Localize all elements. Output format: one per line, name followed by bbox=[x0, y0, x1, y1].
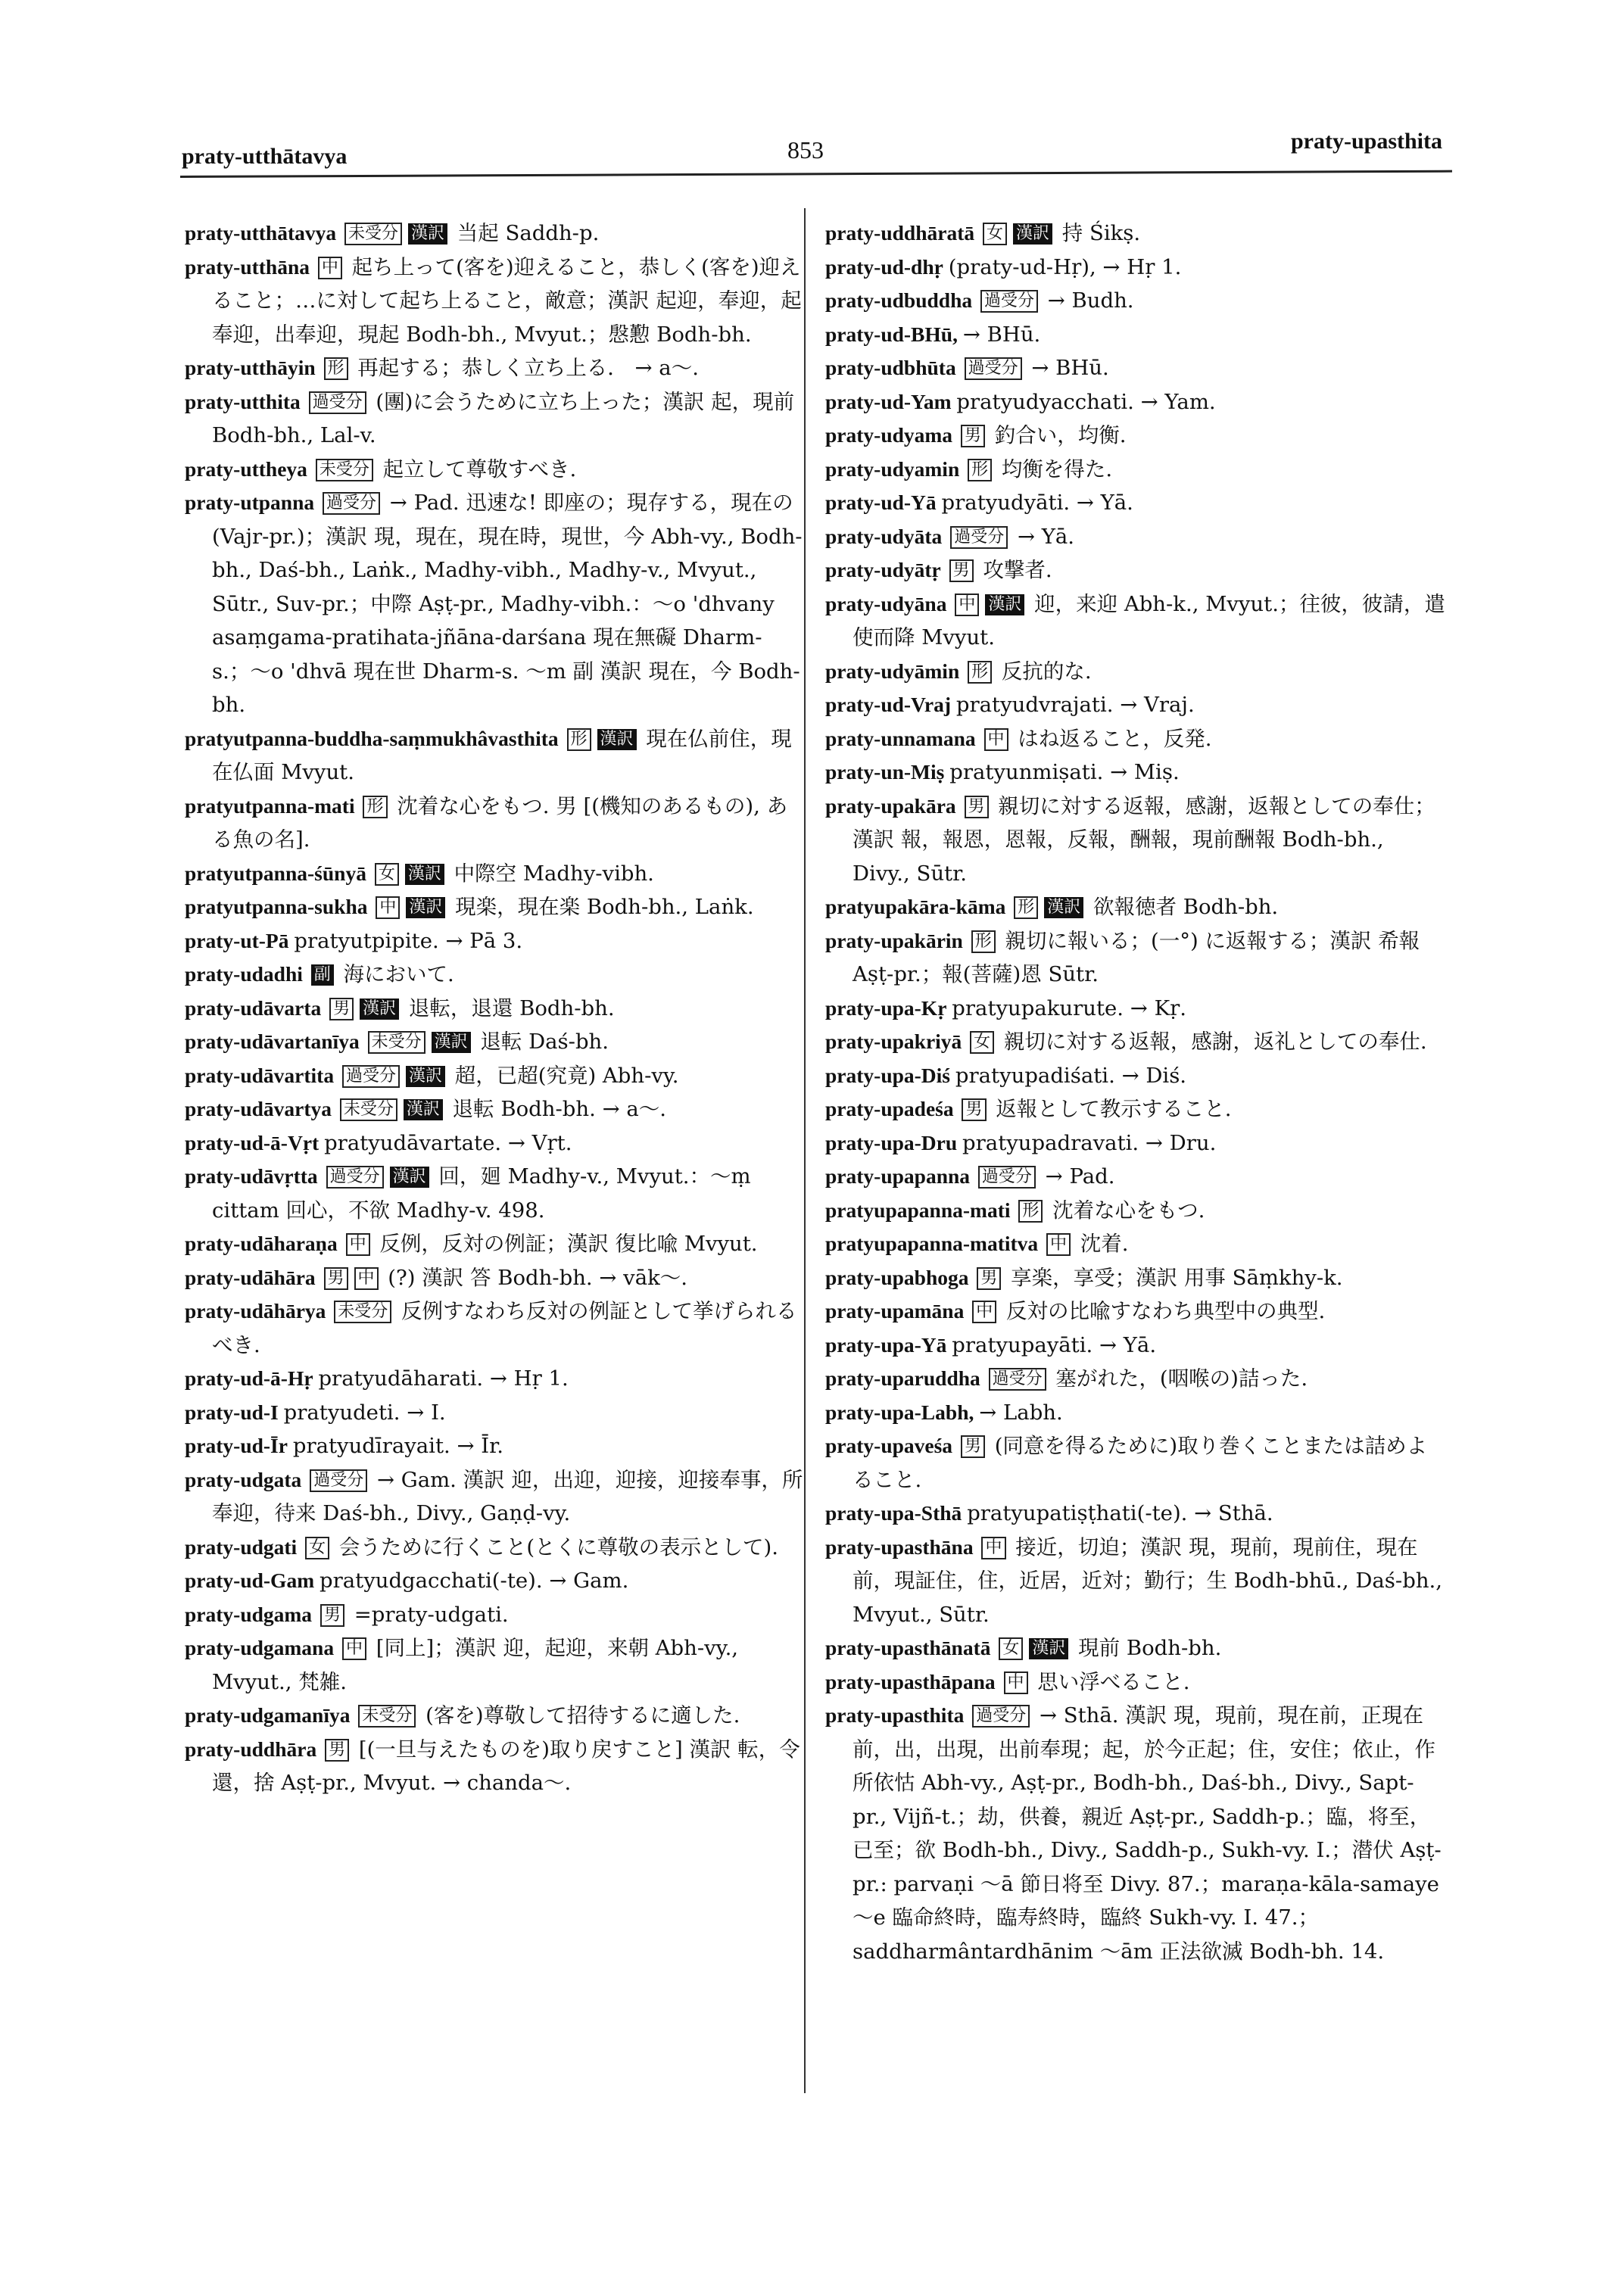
headword: praty-upaveśa bbox=[825, 1434, 953, 1457]
grammar-tag: 漢訳 bbox=[406, 1066, 445, 1087]
definition-text: 現楽，現在楽 Bodh-bh., Laṅk. bbox=[448, 895, 754, 919]
grammar-tag: 漢訳 bbox=[408, 223, 447, 245]
dictionary-entry bbox=[185, 1294, 806, 1362]
headword: praty-uttheya bbox=[185, 456, 307, 481]
grammar-tag: 過受分 bbox=[323, 492, 380, 515]
headword: pratyutpanna-buddha-saṃmukhâvasthita bbox=[185, 726, 559, 750]
headword: pratyupapanna-mati bbox=[825, 1198, 1011, 1222]
definition-text: pratyutpipite. → Pā 3. bbox=[294, 928, 523, 953]
definition-text: 超，已超(究竟) Abh-vy. bbox=[447, 1063, 679, 1088]
grammar-tag: 中 bbox=[972, 1301, 996, 1323]
headword: pratyutpanna-mati bbox=[185, 793, 355, 818]
headword: praty-uparuddha bbox=[825, 1366, 980, 1390]
headword: praty-udāvartanīya bbox=[185, 1030, 360, 1053]
definition-text: → Pad. 迅速な! 即座の；現存する，現在の (Vajr-pr.)；漢訳 現，現在，現在時，現世，今 Abh-vy., Bodh-bh., Daś-bh., Laṅk., Madhy-vibh., Madhy-v., Mvyut., Sūtr., Suv-pr.；中際 Aṣṭ-pr., Madhy-vibh.：〜o 'dhvany asaṃgama-pratihata-jñāna-darśana 現在無礙 Dharm-s.；〜o 'dhvā 現在世 Dharm-s. 〜m 副 漢訳 現在，今 Bodh-bh. bbox=[212, 491, 803, 717]
grammar-tag: 過受分 bbox=[989, 1368, 1046, 1391]
headword: praty-ud-Yā bbox=[825, 491, 937, 514]
definition-text: pratyupatiṣṭhati(-te). → Sthā. bbox=[967, 1501, 1273, 1525]
dictionary-entry bbox=[825, 1025, 1446, 1059]
dictionary-entry bbox=[185, 1598, 806, 1632]
dictionary-entry bbox=[185, 722, 806, 790]
headword: praty-udāhāra bbox=[185, 1265, 316, 1289]
grammar-tag: 漢訳 bbox=[597, 729, 637, 750]
headword: praty-upasthāna bbox=[825, 1534, 974, 1559]
definition-text: 釣合い，均衡. bbox=[987, 423, 1127, 447]
dictionary-entry bbox=[185, 890, 806, 924]
dictionary-entry bbox=[185, 1631, 806, 1699]
definition-text: 回，廻 Madhy-v., Mvyut.：〜ṃ cittam 回心，不欲 Madhy-v. 498. bbox=[212, 1164, 751, 1223]
grammar-tag: 中 bbox=[318, 257, 342, 279]
headword: praty-udāharaṇa bbox=[185, 1232, 338, 1255]
grammar-tag: 漢訳 bbox=[1013, 223, 1052, 245]
dictionary-entry bbox=[185, 385, 806, 453]
headword: praty-udgamana bbox=[185, 1636, 335, 1659]
dictionary-entry bbox=[185, 1261, 806, 1295]
dictionary-entry bbox=[825, 1329, 1446, 1363]
grammar-tag: 未受分 bbox=[368, 1031, 425, 1054]
headword: praty-upa-Diś bbox=[825, 1063, 951, 1087]
definition-text: → Sthā. 漢訳 現，現前，現在前，正現在前，出，出現，出前奉現；起，於今正起；住，安住；依止，作所依怙 Abh-vy., Aṣṭ-pr., Bodh-bh., Daś-bh., Divy., Sapt-pr., Vijñ-t.；劫，供養，親近 Aṣṭ-pr., Saddh-p.；臨，将至，已至；欲 Bodh-bh., Divy., Saddh-p., Sukh-vy. I.；潜伏 Aṣṭ-pr.: parvaṇi 〜ā 節日将至 Divy. 87.；maraṇa-kāla-samaye 〜e 臨命終時，臨寿終時，臨終 Sukh-vy. I. 47.；saddharmântardhānim 〜ām 正法欲滅 Bodh-bh. 14. bbox=[853, 1703, 1442, 1964]
definition-text: 現前 Bodh-bh. bbox=[1071, 1636, 1222, 1660]
definition-text: はね返ること，反発. bbox=[1011, 726, 1212, 751]
dictionary-entry bbox=[185, 1362, 806, 1396]
definition-text: 享楽，享受；漢訳 用事 Sāṃkhy-k. bbox=[1004, 1265, 1343, 1290]
definition-text: 反例，反対の例証；漢訳 復比喩 Mvyut. bbox=[372, 1232, 758, 1256]
definition-text: → Labh. bbox=[979, 1400, 1063, 1425]
definition-text: 欲報徳者 Bodh-bh. bbox=[1086, 895, 1279, 919]
definition-text: pratyupakurute. → Kṛ. bbox=[952, 995, 1186, 1020]
grammar-tag: 過受分 bbox=[980, 290, 1038, 313]
headword: praty-udgati bbox=[185, 1534, 298, 1559]
grammar-tag: 男 bbox=[961, 425, 985, 447]
dictionary-entry bbox=[825, 890, 1446, 924]
definition-text: =praty-udgati. bbox=[347, 1602, 509, 1627]
grammar-tag: 漢訳 bbox=[432, 1032, 471, 1053]
dictionary-entry bbox=[825, 688, 1446, 722]
dictionary-entry bbox=[185, 251, 806, 352]
dictionary-entry bbox=[825, 385, 1446, 419]
headword: praty-udāvartita bbox=[185, 1063, 335, 1087]
grammar-tag: 未受分 bbox=[344, 223, 402, 245]
dictionary-entry bbox=[825, 251, 1446, 285]
grammar-tag: 中 bbox=[984, 728, 1008, 751]
dictionary-entry bbox=[185, 924, 806, 958]
definition-text: 当起 Saddh-p. bbox=[450, 221, 600, 245]
headword: praty-upasthānatā bbox=[825, 1636, 991, 1659]
page-number: 853 bbox=[787, 136, 824, 164]
grammar-tag: 中 bbox=[346, 1233, 370, 1256]
column-divider bbox=[804, 208, 806, 2093]
grammar-tag: 中 bbox=[981, 1537, 1005, 1559]
headword: praty-ud-BHū, bbox=[825, 322, 958, 346]
dictionary-entry bbox=[825, 1059, 1446, 1093]
definition-text: 反抗的な. bbox=[995, 659, 1092, 684]
definition-text: 退転 Daś-bh. bbox=[473, 1030, 609, 1054]
dictionary-entry bbox=[185, 1733, 806, 1800]
dictionary-entry bbox=[185, 857, 806, 891]
definition-text: 起ち上って(客を)迎えること，恭しく(客を)迎えること；…に対して起ち上ること，敵意；漢訳 起迎，奉迎，起奉迎，出奉迎，現起 Bodh-bh., Mvyut.；慇懃 Bodh-bh. bbox=[212, 254, 802, 347]
grammar-tag: 過受分 bbox=[326, 1166, 384, 1189]
definition-text: (?) 漢訳 答 Bodh-bh. → vāk〜. bbox=[381, 1265, 688, 1290]
dictionary-entry bbox=[185, 1092, 806, 1126]
headword: praty-upa-Yā bbox=[825, 1332, 947, 1357]
definition-text: 海において. bbox=[336, 962, 454, 986]
dictionary-entry bbox=[185, 790, 806, 857]
grammar-tag: 女 bbox=[375, 863, 399, 886]
headword: pratyupapanna-matitva bbox=[825, 1232, 1039, 1255]
grammar-tag: 男 bbox=[320, 1604, 344, 1627]
headword: praty-upamāna bbox=[825, 1299, 965, 1323]
headword: praty-ud-ā-Vṛt bbox=[185, 1130, 320, 1154]
definition-text: 接近，切迫；漢訳 現，現前，現前住，現在前，現証住，住，近居，近対；勤行；生 Bodh-bhū., Daś-bh., Mvyut., Sūtr. bbox=[853, 1534, 1443, 1627]
dictionary-entry bbox=[825, 520, 1446, 554]
grammar-tag: 形 bbox=[968, 459, 992, 481]
grammar-tag: 漢訳 bbox=[390, 1167, 429, 1188]
dictionary-entry bbox=[185, 217, 806, 251]
headword: praty-udadhi bbox=[185, 962, 303, 986]
definition-text: 親切に報いる；(一°) に返報する；漢訳 希報 Aṣṭ-pr.；報(菩薩)恩 Sūtr. bbox=[853, 928, 1420, 986]
grammar-tag: 形 bbox=[567, 728, 591, 751]
grammar-tag: 男 bbox=[977, 1267, 1001, 1290]
definition-text: → BHū. bbox=[962, 322, 1041, 347]
grammar-tag: 女 bbox=[305, 1537, 329, 1559]
headword: praty-upasthita bbox=[825, 1703, 965, 1727]
headword: praty-ud-Īr bbox=[185, 1434, 288, 1457]
dictionary-entry bbox=[825, 1531, 1446, 1632]
dictionary-entry bbox=[825, 1227, 1446, 1261]
grammar-tag: 男 bbox=[324, 1267, 348, 1290]
dictionary-entry bbox=[185, 1396, 806, 1430]
headword: praty-udyāmin bbox=[825, 659, 960, 683]
headword: praty-ud-Gam bbox=[185, 1569, 315, 1592]
headword: praty-ud-ā-Hṛ bbox=[185, 1366, 313, 1390]
definition-text: pratyunmiṣati. → Miṣ. bbox=[949, 760, 1180, 784]
dictionary-entry bbox=[185, 1025, 806, 1059]
dictionary-entry bbox=[185, 1227, 806, 1261]
dictionary-entry bbox=[825, 1497, 1446, 1531]
headword: praty-udāhārya bbox=[185, 1299, 326, 1323]
dictionary-entry bbox=[185, 453, 806, 487]
dictionary-entry bbox=[825, 217, 1446, 251]
headword: praty-uddhāratā bbox=[825, 221, 975, 245]
running-head-right: praty-upasthita bbox=[1290, 129, 1442, 154]
dictionary-entry bbox=[825, 486, 1446, 520]
definition-text: 親切に対する返報，感謝，返報としての奉仕；漢訳 報，報恩，恩報，反報，酬報，現前酬報 Bodh-bh., Divy., Sūtr. bbox=[853, 793, 1435, 886]
dictionary-entry bbox=[825, 722, 1446, 756]
definition-text: 沈着な心をもつ. 男 [(機知のあるもの), ある魚の名]. bbox=[212, 793, 788, 852]
dictionary-entry bbox=[185, 1531, 806, 1565]
grammar-tag: 形 bbox=[1018, 1200, 1043, 1223]
grammar-tag: 形 bbox=[324, 357, 348, 380]
headword: praty-upa-Labh, bbox=[825, 1400, 974, 1424]
headword: praty-upa-Kṛ bbox=[825, 995, 947, 1020]
dictionary-entry bbox=[825, 1126, 1446, 1161]
headword: praty-udbuddha bbox=[825, 288, 973, 312]
dictionary-entry bbox=[825, 1699, 1446, 1968]
dictionary-entry bbox=[825, 453, 1446, 487]
headword: praty-upadeśa bbox=[825, 1097, 954, 1120]
headword: praty-udyamin bbox=[825, 456, 960, 481]
definition-text: 思い浮べること. bbox=[1030, 1669, 1190, 1694]
dictionary-entry bbox=[825, 790, 1446, 891]
headword: praty-udbhūta bbox=[825, 356, 956, 379]
headword: praty-udāvarta bbox=[185, 995, 322, 1020]
definition-text: pratyupadiśati. → Diś. bbox=[955, 1063, 1187, 1088]
grammar-tag: 男 bbox=[961, 1435, 985, 1458]
grammar-tag: 形 bbox=[968, 661, 992, 684]
definition-text: 起立して尊敬すべき. bbox=[376, 456, 577, 481]
definition-text: pratyupadravati. → Dru. bbox=[962, 1130, 1217, 1155]
headword: praty-utthāyin bbox=[185, 356, 316, 379]
definition-text: pratyudāharati. → Hṛ 1. bbox=[318, 1366, 569, 1391]
grammar-tag: 中 bbox=[955, 594, 979, 616]
grammar-tag: 未受分 bbox=[316, 459, 373, 481]
grammar-tag: 過受分 bbox=[342, 1065, 400, 1088]
grammar-tag: 形 bbox=[1014, 896, 1038, 919]
definition-text: 持 Śikṣ. bbox=[1055, 221, 1141, 245]
definition-text: 反対の比喩すなわち典型中の典型. bbox=[999, 1299, 1326, 1323]
headword: pratyupakāra-kāma bbox=[825, 895, 1006, 918]
definition-text: → Gam. 漢訳 迎，出迎，迎接，迎接奉事，所奉迎，待来 Daś-bh., Divy., Gaṇḍ-vy. bbox=[212, 1467, 803, 1525]
grammar-tag: 未受分 bbox=[358, 1705, 416, 1728]
grammar-tag: 中 bbox=[354, 1267, 379, 1290]
dictionary-entry bbox=[185, 958, 806, 992]
headword: praty-upabhoga bbox=[825, 1265, 969, 1289]
definition-text: 親切に対する返報，感謝，返礼としての奉仕. bbox=[997, 1030, 1427, 1054]
definition-text: [(一旦与えたものを)取り戻すこと] 漢訳 転，令還，捨 Aṣṭ-pr., Mvyut. → chanda〜. bbox=[212, 1737, 800, 1795]
grammar-tag: 形 bbox=[363, 796, 387, 818]
grammar-tag: 男 bbox=[962, 1098, 986, 1121]
definition-text: pratyudgacchati(-te). → Gam. bbox=[320, 1569, 629, 1593]
headword: praty-udyāna bbox=[825, 591, 947, 615]
grammar-tag: 未受分 bbox=[334, 1301, 391, 1323]
grammar-tag: 男 bbox=[965, 796, 989, 818]
grammar-tag: 形 bbox=[971, 930, 996, 953]
definition-text: 沈着な心をもつ. bbox=[1046, 1198, 1205, 1223]
definition-text: (praty-ud-Hṛ), → Hṛ 1. bbox=[948, 254, 1182, 279]
headword: praty-upakāra bbox=[825, 793, 956, 818]
headword: praty-un-Miṣ bbox=[825, 760, 945, 784]
headword: praty-utthāna bbox=[185, 254, 310, 279]
dictionary-entry bbox=[825, 1362, 1446, 1396]
dictionary-entry bbox=[185, 486, 806, 722]
header-rule bbox=[180, 170, 1452, 178]
dictionary-entry bbox=[825, 318, 1446, 352]
grammar-tag: 過受分 bbox=[965, 357, 1022, 380]
definition-text: pratyudvrajati. → Vraj. bbox=[955, 693, 1195, 717]
headword: praty-upasthāpana bbox=[825, 1669, 996, 1693]
headword: praty-ud-I bbox=[185, 1400, 279, 1424]
grammar-tag: 副 bbox=[311, 964, 334, 986]
dictionary-entry bbox=[825, 756, 1446, 790]
grammar-tag: 中 bbox=[1004, 1671, 1028, 1694]
definition-text: pratyudeti. → I. bbox=[283, 1400, 446, 1425]
headword: praty-ut-Pā bbox=[185, 928, 289, 952]
grammar-tag: 未受分 bbox=[340, 1098, 397, 1121]
dictionary-entry bbox=[185, 992, 806, 1026]
dictionary-entry bbox=[825, 924, 1446, 992]
definition-text: (同意を得るために)取り巻くことまたは詰めよること. bbox=[853, 1434, 1428, 1492]
headword: praty-utthita bbox=[185, 389, 301, 413]
definition-text: 迎，来迎 Abh-k., Mvyut.；往彼，彼請，遣使而降 Mvyut. bbox=[853, 591, 1445, 650]
definition-text: 退転，退還 Bodh-bh. bbox=[402, 995, 615, 1020]
grammar-tag: 中 bbox=[376, 896, 400, 919]
definition-text: 均衡を得た. bbox=[995, 456, 1113, 481]
definition-text: 沈着. bbox=[1074, 1232, 1129, 1256]
headword: praty-ud-dhṛ bbox=[825, 254, 943, 279]
headword: praty-upa-Dru bbox=[825, 1130, 958, 1154]
headword: praty-udyāta bbox=[825, 524, 943, 548]
headword: praty-upakārin bbox=[825, 928, 963, 952]
definition-text: 返報として教示すること. bbox=[989, 1097, 1232, 1121]
definition-text: 中際空 Madhy-vibh. bbox=[447, 861, 654, 886]
headword: praty-udāvṛtta bbox=[185, 1164, 318, 1188]
dictionary-entry bbox=[185, 1699, 806, 1733]
dictionary-entry bbox=[825, 1294, 1446, 1329]
dictionary-entry bbox=[825, 1160, 1446, 1194]
definition-text: pratyupayāti. → Yā. bbox=[952, 1332, 1157, 1357]
definition-text: pratyudāvartate. → Vṛt. bbox=[324, 1130, 572, 1155]
dictionary-entry bbox=[825, 553, 1446, 587]
right-column bbox=[825, 217, 1446, 1968]
dictionary-entry bbox=[825, 1631, 1446, 1665]
grammar-tag: 漢訳 bbox=[360, 999, 399, 1020]
dictionary-entry bbox=[825, 1194, 1446, 1228]
definition-text: (客を)尊敬して招待するに適した. bbox=[419, 1703, 740, 1728]
grammar-tag: 過受分 bbox=[309, 391, 366, 414]
headword: praty-udyama bbox=[825, 423, 953, 447]
headword: pratyutpanna-śūnyā bbox=[185, 861, 366, 885]
dictionary-entry bbox=[825, 992, 1446, 1026]
dictionary-entry bbox=[825, 1261, 1446, 1295]
dictionary-entry bbox=[185, 1564, 806, 1598]
definition-text: → BHū. bbox=[1024, 356, 1109, 380]
definition-text: → Yā. bbox=[1011, 524, 1075, 549]
definition-text: → Pad. bbox=[1038, 1164, 1115, 1189]
grammar-tag: 過受分 bbox=[978, 1166, 1036, 1189]
grammar-tag: 漢訳 bbox=[405, 864, 444, 885]
headword: praty-upapanna bbox=[825, 1164, 971, 1188]
definition-text: → Budh. bbox=[1041, 288, 1134, 313]
grammar-tag: 女 bbox=[999, 1637, 1023, 1660]
definition-text: 再起する；恭しく立ち上る． → a〜. bbox=[351, 356, 699, 380]
dictionary-entry bbox=[185, 1126, 806, 1161]
headword: praty-utthātavya bbox=[185, 221, 337, 245]
definition-text: 現在仏前住，現在仏面 Mvyut. bbox=[212, 726, 792, 784]
grammar-tag: 中 bbox=[342, 1637, 366, 1660]
dictionary-entry bbox=[185, 1160, 806, 1227]
dictionary-entry bbox=[825, 1429, 1446, 1497]
headword: pratyutpanna-sukha bbox=[185, 895, 368, 918]
dictionary-entry bbox=[825, 1092, 1446, 1126]
definition-text: 反例すなわち反対の例証として挙げられるべき. bbox=[212, 1299, 797, 1357]
definition-text: 塞がれた，(咽喉の)詰った. bbox=[1049, 1366, 1308, 1391]
grammar-tag: 女 bbox=[983, 223, 1007, 245]
dictionary-entry bbox=[825, 419, 1446, 453]
headword: praty-utpanna bbox=[185, 491, 315, 514]
headword: praty-ud-Vraj bbox=[825, 693, 951, 716]
definition-text: pratyudīrayait. → Īr. bbox=[292, 1434, 504, 1458]
headword: praty-udgamanīya bbox=[185, 1703, 351, 1727]
definition-text: 攻撃者. bbox=[976, 558, 1052, 582]
dictionary-entry bbox=[825, 284, 1446, 318]
grammar-tag: 過受分 bbox=[310, 1469, 367, 1492]
headword: praty-unnamana bbox=[825, 726, 976, 750]
dictionary-entry bbox=[825, 587, 1446, 655]
dictionary-entry bbox=[185, 1463, 806, 1531]
headword: praty-udyātṛ bbox=[825, 558, 941, 581]
headword: praty-upa-Sthā bbox=[825, 1501, 962, 1525]
grammar-tag: 過受分 bbox=[950, 526, 1008, 549]
dictionary-entry bbox=[825, 655, 1446, 689]
grammar-tag: 漢訳 bbox=[1044, 897, 1083, 918]
definition-text: pratyudyacchati. → Yam. bbox=[956, 389, 1216, 414]
grammar-tag: 漢訳 bbox=[406, 897, 445, 918]
definition-text: [同上]；漢訳 迎，起迎，来朝 Abh-vy., Mvyut., 梵雑. bbox=[212, 1636, 739, 1694]
headword: praty-udgama bbox=[185, 1602, 313, 1626]
grammar-tag: 男 bbox=[329, 998, 354, 1020]
grammar-tag: 漢訳 bbox=[404, 1099, 443, 1120]
definition-text: 退転 Bodh-bh. → a〜. bbox=[445, 1097, 667, 1121]
grammar-tag: 男 bbox=[949, 559, 974, 582]
definition-text: 会うために行くこと(とくに尊敬の表示として). bbox=[332, 1534, 779, 1559]
headword: praty-udāvartya bbox=[185, 1097, 332, 1120]
headword: praty-uddhāra bbox=[185, 1737, 317, 1761]
grammar-tag: 中 bbox=[1046, 1233, 1071, 1256]
left-column bbox=[185, 217, 806, 1800]
dictionary-entry bbox=[185, 1059, 806, 1093]
definition-text: pratyudyāti. → Yā. bbox=[941, 491, 1133, 515]
dictionary-entry bbox=[825, 351, 1446, 385]
headword: praty-ud-Yam bbox=[825, 389, 952, 413]
dictionary-entry bbox=[185, 1429, 806, 1463]
grammar-tag: 女 bbox=[970, 1031, 994, 1054]
grammar-tag: 漢訳 bbox=[985, 594, 1024, 615]
grammar-tag: 男 bbox=[325, 1739, 349, 1762]
headword: praty-upakriyā bbox=[825, 1030, 962, 1053]
dictionary-entry bbox=[825, 1396, 1446, 1430]
dictionary-entry bbox=[185, 351, 806, 385]
headword: praty-udgata bbox=[185, 1467, 302, 1491]
running-head-left: praty-utthātavya bbox=[182, 144, 348, 169]
grammar-tag: 漢訳 bbox=[1029, 1638, 1068, 1659]
dictionary-entry bbox=[825, 1665, 1446, 1699]
grammar-tag: 過受分 bbox=[972, 1705, 1030, 1728]
definition-text: (團)に会うために立ち上った；漢訳 起，現前 Bodh-bh., Lal-v. bbox=[212, 389, 795, 447]
